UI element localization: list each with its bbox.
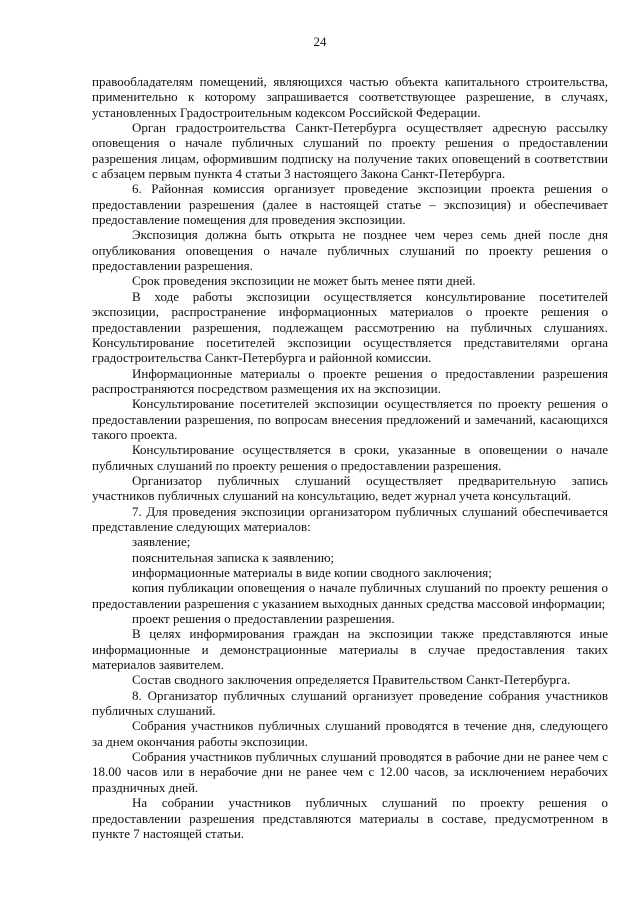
paragraph: Консультирование осуществляется в сроки, указанные в оповещении о начале публичных слушаний по проекту решения о предоставлении разрешения. [92, 442, 608, 473]
paragraph: Информационные материалы о проекте решения о предоставлении разрешения распространяются посредством размещения их на экспозиции. [92, 365, 608, 396]
paragraph: В целях информирования граждан на экспозиции также представляются иные информационные и демонстрационные материалы в случае предоставления таких материалов заявителем. [92, 626, 608, 673]
paragraph: На собрании участников публичных слушаний по проекту решения о предоставлении разрешения представляются материалы в составе, предусмотренном в пункте 7 настоящей статьи. [92, 795, 608, 841]
paragraph: Орган градостроительства Санкт-Петербурга осуществляет адресную рассылку оповещения о начале публичных слушаний по проекту решения о предоставлении разрешения лицам, оформившим подписку на получение таких оповещений в соответствии с абзацем первым пункта 4 статьи 3 настоящего Закона Санкт-Петербурга. [92, 120, 608, 182]
paragraph: 6. Районная комиссия организует проведение экспозиции проекта решения о предоставлении разрешения (далее в настоящей статье – экспозиция) и обеспечивает предоставление помещения для проведения экспозиции. [92, 181, 608, 228]
list-item: информационные материалы в виде копии сводного заключения; [132, 565, 492, 580]
paragraph: Организатор публичных слушаний осуществляет предварительную запись участников публичных слушаний на консультацию, ведет журнал учета консультаций. [92, 472, 608, 504]
paragraph: Консультирование посетителей экспозиции осуществляется по проекту решения о предоставлении разрешения, по вопросам внесения предложений и замечаний, касающихся такого проекта. [92, 396, 608, 442]
list-item: копия публикации оповещения о начале публичных слушаний по проекту решения о предоставлении разрешения с указанием выходных данных средства массовой информации; [92, 580, 608, 611]
paragraph: 8. Организатор публичных слушаний организует проведение собрания участников публичных слушаний. [92, 687, 608, 719]
page-number: 24 [313, 34, 327, 49]
paragraph: правообладателям помещений, являющихся частью объекта капитального строительства, применительно к которому запрашивается соответствующее разрешение, в случаях, установленных Градостроительным кодексом Российской Федерации. [92, 74, 608, 120]
list-item: проект решения о предоставлении разрешения. [132, 611, 395, 627]
list-item: заявление; [132, 534, 191, 550]
paragraph: В ходе работы экспозиции осуществляется консультирование посетителей экспозиции, распространение информационных материалов о проекте решения о предоставлении разрешения, подлежащем рассмотрению на публичных слушаниях. Консультирование посетителей экспозиции осуществляется представителями органа градостроительства Санкт-Петербурга и районной комиссии. [92, 288, 608, 366]
paragraph: Собрания участников публичных слушаний проводятся в течение дня, следующего за днем окончания работы экспозиции. [92, 718, 608, 749]
paragraph: Собрания участников публичных слушаний проводятся в рабочие дни не ранее чем с 18.00 часов или в нерабочие дни не ранее чем с 12.00 часов, за исключением нерабочих праздничных дней. [92, 749, 608, 795]
paragraph: Состав сводного заключения определяется Правительством Санкт-Петербурга. [132, 672, 571, 688]
paragraph: Экспозиция должна быть открыта не позднее чем через семь дней после дня опубликования оповещения о начале публичных слушаний по проекту решения о предоставлении разрешения. [92, 227, 608, 274]
paragraph: Срок проведения экспозиции не может быть менее пяти дней. [132, 273, 476, 289]
paragraph: 7. Для проведения экспозиции организатором публичных слушаний обеспечивается представление следующих материалов: [92, 503, 608, 534]
document-body [92, 74, 608, 841]
list-item: пояснительная записка к заявлению; [132, 549, 335, 565]
